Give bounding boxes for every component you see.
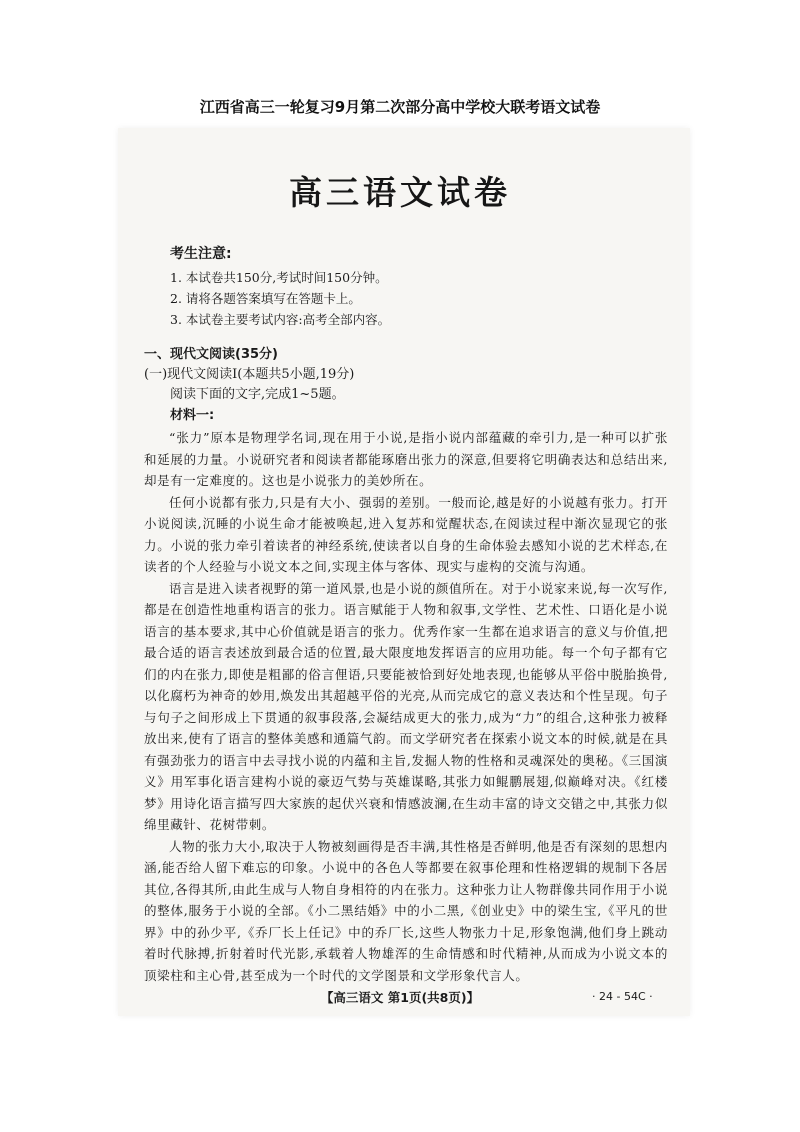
header-caption: 江西省高三一轮复习9月第二次部分高中学校大联考语文试卷 [199, 98, 601, 116]
notice-item: 2. 请将各题答案填写在答题卡上。 [170, 291, 361, 306]
subsection-title: (一)现代文阅读Ⅰ(本题共5小题,19分) [144, 367, 355, 382]
reading-instruction: 阅读下面的文字,完成1~5题。 [170, 387, 345, 402]
exam-code: · 24 - 54C · [592, 990, 653, 1003]
notice-title: 考生注意: [170, 246, 232, 262]
page-footer: 【高三语文 第1页(共8页)】 [320, 990, 480, 1005]
exam-title: 高三语文试卷 [289, 173, 511, 212]
notice-item: 1. 本试卷共150分,考试时间150分钟。 [170, 270, 388, 285]
paragraph: 任何小说都有张力,只是有大小、强弱的差别。一般而论,越是好的小说越有张力。打开小说阅读,沉睡的小说生命才能被唤起,进入复苏和觉醒状态,在阅读过程中渐次显现它的张力。小说的张力牵引着读者的神经系统,使读者以自身的生命体验去感知小说的艺术样态,在读者的个人经验与小说文本之间,实现主体与客体、现实与虚构的交流与沟通。 [144, 494, 668, 574]
paragraph: 语言是进入读者视野的第一道风景,也是小说的颜值所在。对于小说家来说,每一次写作,都是在创造性地重构语言的张力。语言赋能于人物和叙事,文学性、艺术性、口语化是小说语言的基本要求,其中心价值就是语言的张力。优秀作家一生都在追求语言的意义与价值,把最合适的语言表述放到最合适的位置,最大限度地发挥语言的应用功能。每一个句子都有它们的内在张力,即使是粗鄙的俗言俚语,只要能被恰到好处地表现,也能够从平俗中脱胎换骨,以化腐朽为神奇的妙用,焕发出其超越平俗的光亮,从而完成它的意义表达和个性呈现。句子与句子之间形成上下贯通的叙事段落,会凝结成更大的张力,成为“力”的组合,这种张力被释放出来,使有了语言的整体美感和通篇气韵。而文学研究者在探索小说文本的时候,就是在具有强劲张力的语言中去寻找小说的内蕴和主旨,发掘人物的性格和灵魂深处的奥秘。《三国演义》用军事化语言建构小说的豪迈气势与英雄谋略,其张力如鲲鹏展翅,似巅峰对决。《红楼梦》用诗化语言描写四大家族的起伏兴衰和情感波澜,在生动丰富的诗文交错之中,其张力似绵里藏针、花树带刺。 [144, 580, 668, 832]
material-label: 材料一: [170, 408, 215, 423]
paragraph: “张力”原本是物理学名词,现在用于小说,是指小说内部蕴藏的牵引力,是一种可以扩张和延展的力量。小说研究者和阅读者都能琢磨出张力的深意,但要将它明确表达和总结出来,却是有一定难度的。这也是小说张力的美妙所在。 [144, 430, 668, 488]
reading-section [144, 345, 668, 986]
notice-item: 3. 本试卷主要考试内容:高考全部内容。 [170, 312, 391, 327]
candidate-notice [170, 243, 650, 330]
paragraph: 人物的张力大小,取决于人物被刻画得是否丰满,其性格是否鲜明,他是否有深刻的思想内涵,能否给人留下难忘的印象。小说中的各色人等都要在叙事伦理和性格逻辑的规制下各居其位,各得其所,由此生成与人物自身相符的内在张力。这种张力让人物群像共同作用于小说的整体,服务于小说的全部。《小二黑结婚》中的小二黑,《创业史》中的梁生宝,《平凡的世界》中的孙少平,《乔厂长上任记》中的乔厂长,这些人物张力十足,形象饱满,他们身上跳动着时代脉搏,折射着时代光影,承载着人物雄浑的生命情感和时代精神,从而成为小说文本的顶梁柱和主心骨,甚至成为一个时代的文学图景和文学形象代言人。 [144, 838, 668, 983]
section-title: 一、现代文阅读(35分) [144, 347, 278, 362]
